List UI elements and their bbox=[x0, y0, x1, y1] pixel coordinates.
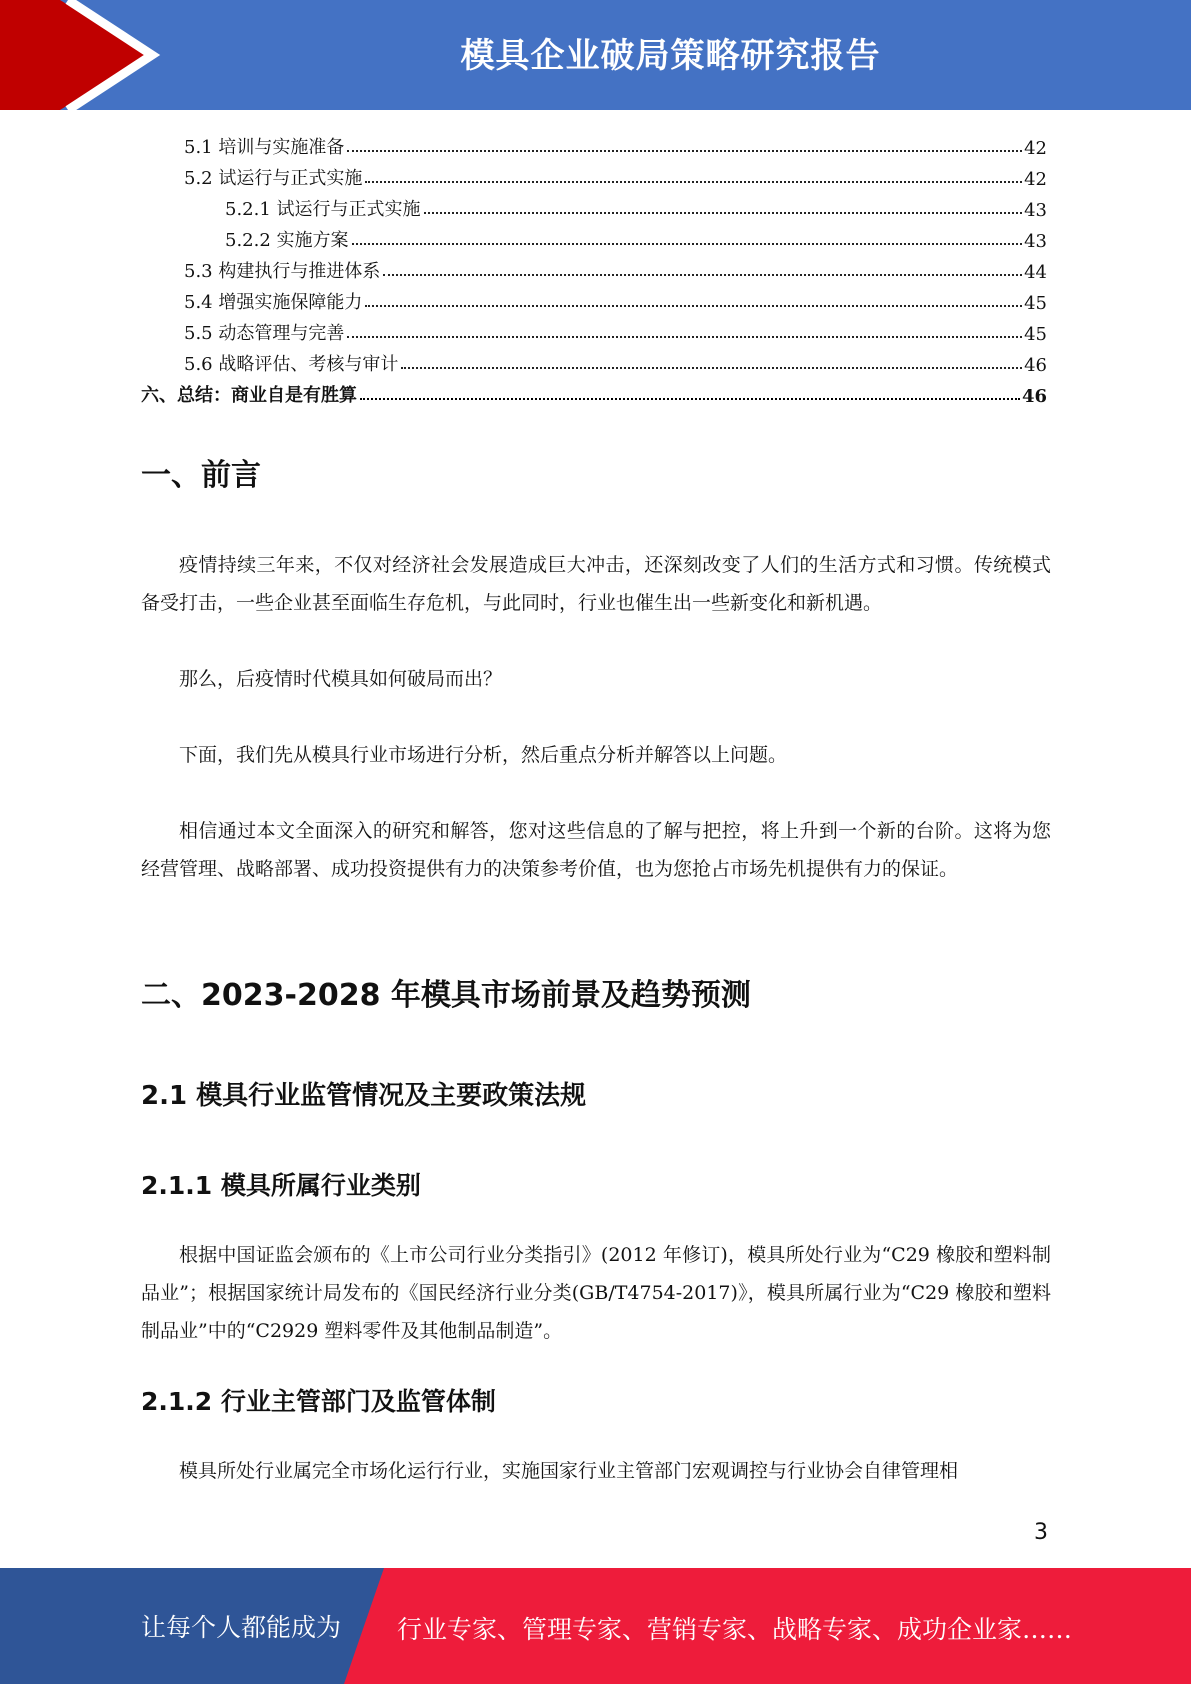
toc-leader-dots bbox=[383, 274, 1022, 276]
toc-entry-label: 5.4 增强实施保障能力 bbox=[184, 292, 363, 313]
toc-entry-page: 43 bbox=[1024, 231, 1047, 252]
section-heading-preface: 一、前言 bbox=[141, 458, 261, 493]
toc-entry-page: 46 bbox=[1021, 386, 1047, 407]
toc-entry-page: 42 bbox=[1024, 169, 1047, 190]
paragraph: 下面，我们先从模具行业市场进行分析，然后重点分析并解答以上问题。 bbox=[179, 744, 788, 766]
toc-entry-label: 5.2.1 试运行与正式实施 bbox=[225, 199, 421, 220]
toc-entry-label: 5.5 动态管理与完善 bbox=[184, 323, 345, 344]
paragraph: 根据中国证监会颁布的《上市公司行业分类指引》(2012 年修订)，模具所处行业为“C29 橡胶和塑料制品业”；根据国家统计局发布的《国民经济行业分类(GB/T4754-2017)》，模具所属行业为“C29 橡胶和塑料制品业”中的“C2929 塑料零件及其他制品制造”。 bbox=[141, 1244, 1051, 1342]
subsubsection-heading: 2.1.2 行业主管部门及监管体制 bbox=[141, 1387, 496, 1416]
paragraph: 模具所处行业属完全市场化运行行业，实施国家行业主管部门宏观调控与行业协会自律管理相 bbox=[179, 1460, 959, 1482]
toc-entry-label: 5.1 培训与实施准备 bbox=[184, 137, 345, 158]
toc-entry-page: 44 bbox=[1024, 262, 1047, 283]
section-heading-forecast: 二、2023-2028 年模具市场前景及趋势预测 bbox=[141, 978, 751, 1013]
page-footer bbox=[0, 1568, 1191, 1684]
paragraph: 相信通过本文全面深入的研究和解答，您对这些信息的了解与把控，将上升到一个新的台阶。这将为您经营管理、战略部署、成功投资提供有力的决策参考价值，也为您抢占市场先机提供有力的保证。 bbox=[141, 820, 1051, 880]
toc-entry[interactable] bbox=[141, 221, 1047, 252]
toc-leader-dots bbox=[365, 181, 1022, 183]
toc-entry-page: 43 bbox=[1024, 200, 1047, 221]
subsection-heading: 2.1 模具行业监管情况及主要政策法规 bbox=[141, 1081, 587, 1111]
toc-leader-dots bbox=[347, 150, 1022, 152]
toc-entry[interactable] bbox=[141, 159, 1047, 190]
footer-slogan-right: 行业专家、管理专家、营销专家、战略专家、成功企业家…… bbox=[397, 1615, 1073, 1644]
subsubsection-heading: 2.1.1 模具所属行业类别 bbox=[141, 1171, 421, 1200]
toc-leader-dots bbox=[360, 398, 1020, 400]
toc-entry-label: 5.2 试运行与正式实施 bbox=[184, 168, 363, 189]
toc-leader-dots bbox=[401, 367, 1022, 369]
toc-leader-dots bbox=[365, 305, 1022, 307]
toc-entry-label: 六、总结：商业自是有胜算 bbox=[141, 385, 357, 406]
paragraph: 那么，后疫情时代模具如何破局而出？ bbox=[179, 668, 503, 690]
paragraph: 疫情持续三年来，不仅对经济社会发展造成巨大冲击，还深刻改变了人们的生活方式和习惯。传统模式备受打击，一些企业甚至面临生存危机，与此同时，行业也催生出一些新变化和新机遇。 bbox=[141, 554, 1051, 614]
report-title: 模具企业破局策略研究报告 bbox=[460, 36, 881, 76]
page-number: 3 bbox=[1034, 1520, 1048, 1545]
toc-entry-page: 46 bbox=[1024, 355, 1047, 376]
toc-entry-page: 42 bbox=[1024, 138, 1047, 159]
toc-entry[interactable] bbox=[141, 314, 1047, 345]
toc-entry-label: 5.2.2 实施方案 bbox=[225, 230, 349, 251]
toc-entry[interactable] bbox=[141, 283, 1047, 314]
toc-entry-page: 45 bbox=[1024, 293, 1047, 314]
table-of-contents bbox=[141, 128, 1047, 407]
toc-leader-dots bbox=[347, 336, 1022, 338]
toc-leader-dots bbox=[352, 243, 1023, 245]
toc-entry-label: 5.6 战略评估、考核与审计 bbox=[184, 354, 399, 375]
toc-entry-label: 5.3 构建执行与推进体系 bbox=[184, 261, 381, 282]
page-header bbox=[0, 0, 1191, 110]
toc-entry[interactable] bbox=[141, 128, 1047, 159]
toc-entry[interactable] bbox=[141, 376, 1047, 407]
footer-slogan-left: 让每个人都能成为 bbox=[141, 1613, 342, 1642]
toc-entry-page: 45 bbox=[1024, 324, 1047, 345]
toc-entry[interactable] bbox=[141, 190, 1047, 221]
toc-entry[interactable] bbox=[141, 345, 1047, 376]
toc-entry[interactable] bbox=[141, 252, 1047, 283]
toc-leader-dots bbox=[424, 212, 1023, 214]
